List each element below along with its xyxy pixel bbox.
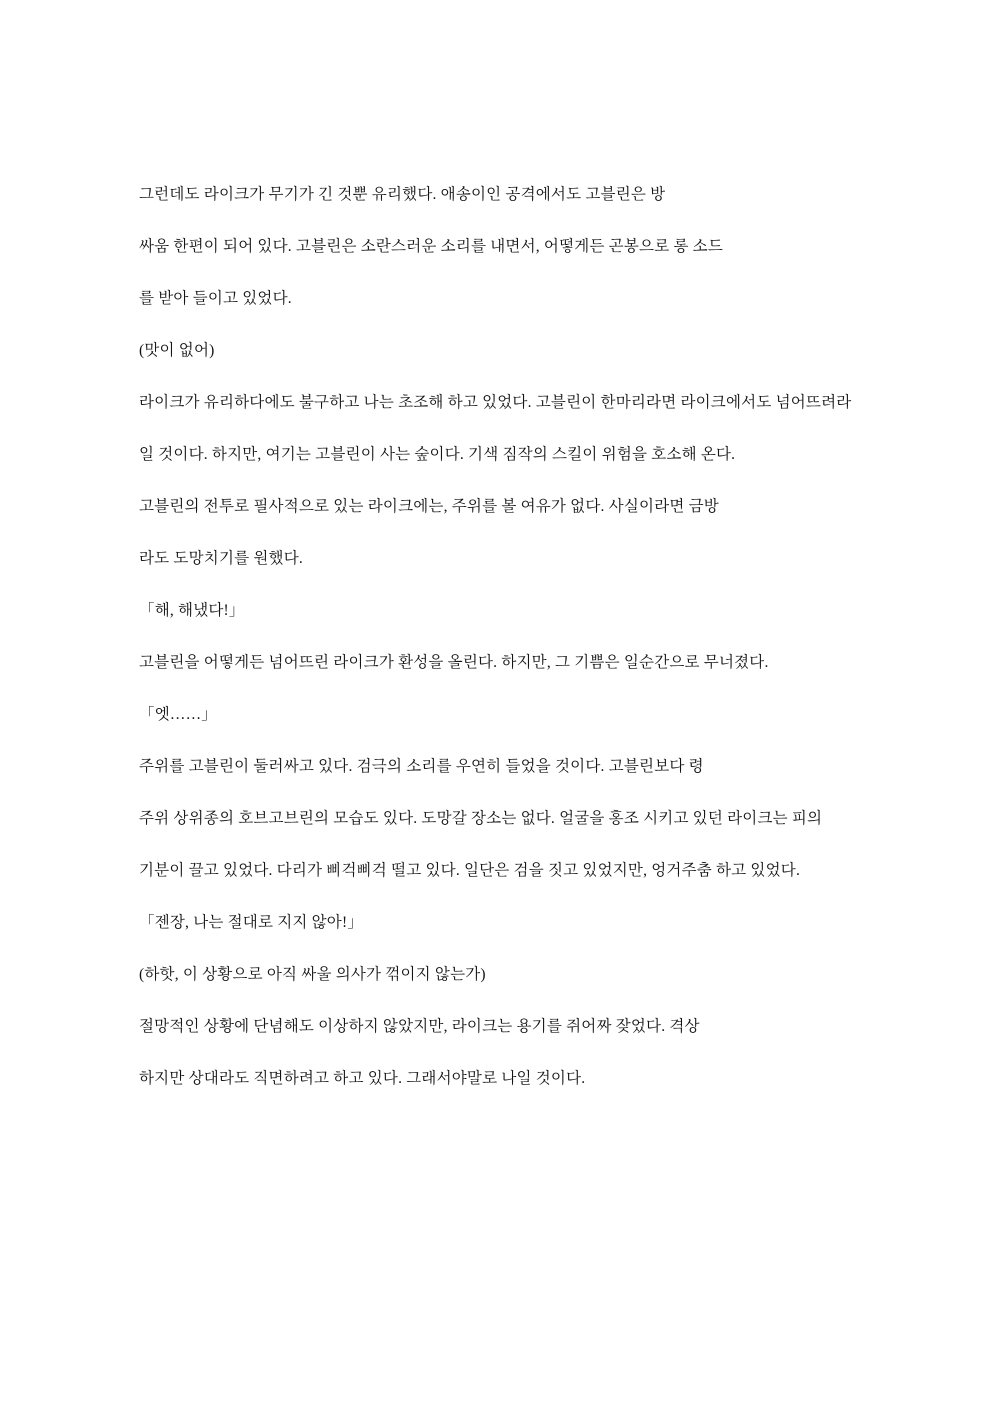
paragraph: 「엣……」 <box>139 706 217 723</box>
paragraph: 「젠장, 나는 절대로 지지 않아!」 <box>139 914 364 931</box>
paragraph: 기분이 끌고 있었다. 다리가 삐걱삐걱 떨고 있다. 일단은 검을 짓고 있었지만, 엉거주춤 하고 있었다. <box>139 862 801 879</box>
paragraph: 라이크가 유리하다에도 불구하고 나는 초조해 하고 있었다. 고블린이 한마리라면 라이크에서도 넘어뜨려라 <box>139 394 852 411</box>
paragraph: 싸움 한편이 되어 있다. 고블린은 소란스러운 소리를 내면서, 어떻게든 곤봉으로 롱 소드 <box>139 238 724 255</box>
paragraph: 고블린의 전투로 필사적으로 있는 라이크에는, 주위를 볼 여유가 없다. 사실이라면 금방 <box>139 498 719 515</box>
paragraph: 라도 도망치기를 원했다. <box>139 550 303 567</box>
paragraph: 절망적인 상황에 단념해도 이상하지 않았지만, 라이크는 용기를 쥐어짜 잦었다. 격상 <box>139 1018 700 1035</box>
paragraph: 주위 상위종의 호브고브린의 모습도 있다. 도망갈 장소는 없다. 얼굴을 홍조 시키고 있던 라이크는 피의 <box>139 810 823 827</box>
paragraph: (하핫, 이 상황으로 아직 싸울 의사가 꺾이지 않는가) <box>139 966 486 983</box>
paragraph: 를 받아 들이고 있었다. <box>139 290 292 307</box>
paragraph: 그런데도 라이크가 무기가 긴 것뿐 유리했다. 애송이인 공격에서도 고블린은 방 <box>139 186 666 203</box>
paragraph: 고블린을 어떻게든 넘어뜨린 라이크가 환성을 올린다. 하지만, 그 기쁨은 일순간으로 무너졌다. <box>139 654 769 671</box>
paragraph: 주위를 고블린이 둘러싸고 있다. 검극의 소리를 우연히 들었을 것이다. 고블린보다 령 <box>139 758 704 775</box>
paragraph: (맛이 없어) <box>139 342 215 359</box>
paragraph: 일 것이다. 하지만, 여기는 고블린이 사는 숲이다. 기색 짐작의 스킬이 위험을 호소해 온다. <box>139 446 736 463</box>
paragraph: 하지만 상대라도 직면하려고 하고 있다. 그래서야말로 나일 것이다. <box>139 1070 586 1087</box>
document-body <box>139 178 857 1095</box>
paragraph: 「해, 해냈다!」 <box>139 602 245 619</box>
